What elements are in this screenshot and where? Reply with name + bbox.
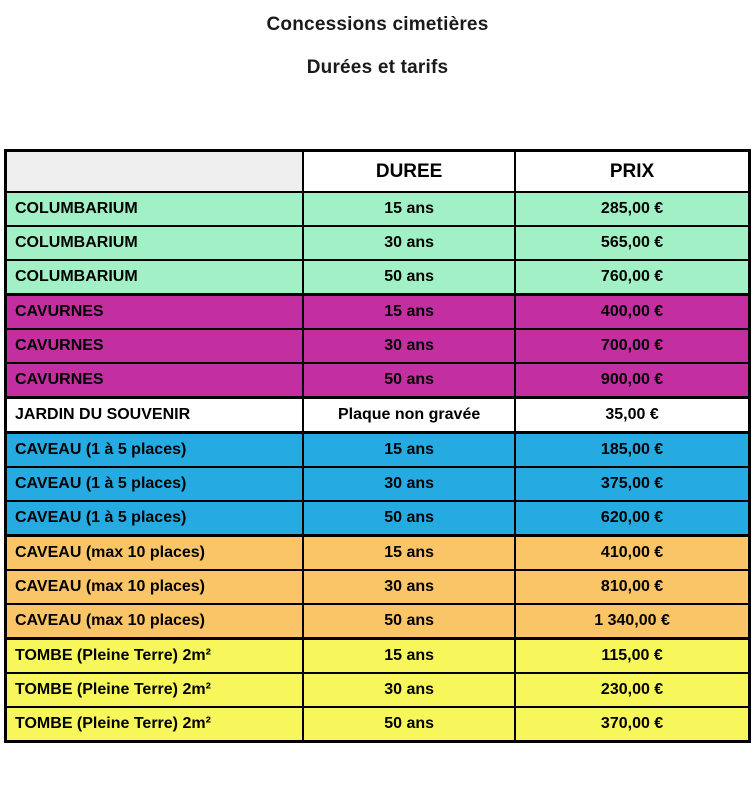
category-cell: COLUMBARIUM <box>6 192 304 226</box>
prix-cell: 760,00 € <box>515 260 749 295</box>
duree-cell: 50 ans <box>303 363 515 398</box>
duree-cell: 15 ans <box>303 433 515 468</box>
duree-cell: 30 ans <box>303 570 515 604</box>
duree-cell: Plaque non gravée <box>303 398 515 433</box>
category-cell: JARDIN DU SOUVENIR <box>6 398 304 433</box>
prix-cell: 810,00 € <box>515 570 749 604</box>
duree-cell: 30 ans <box>303 329 515 363</box>
duree-cell: 50 ans <box>303 707 515 742</box>
header-cell-prix: PRIX <box>515 151 749 193</box>
table-row <box>6 363 750 398</box>
table-row <box>6 501 750 536</box>
page-title: Concessions cimetières <box>266 14 489 35</box>
table-row <box>6 226 750 260</box>
table-row <box>6 260 750 295</box>
category-cell: TOMBE (Pleine Terre) 2m² <box>6 639 304 674</box>
table-row <box>6 398 750 433</box>
category-cell: CAVURNES <box>6 363 304 398</box>
table-row <box>6 604 750 639</box>
title-block <box>0 0 755 79</box>
page-subtitle: Durées et tarifs <box>306 57 449 78</box>
prix-cell: 700,00 € <box>515 329 749 363</box>
duree-cell: 50 ans <box>303 604 515 639</box>
prix-cell: 410,00 € <box>515 536 749 571</box>
prix-cell: 35,00 € <box>515 398 749 433</box>
table-row <box>6 433 750 468</box>
category-cell: COLUMBARIUM <box>6 226 304 260</box>
header-cell-duree: DUREE <box>303 151 515 193</box>
duree-cell: 30 ans <box>303 467 515 501</box>
tariff-table <box>4 149 751 743</box>
prix-cell: 230,00 € <box>515 673 749 707</box>
category-cell: CAVEAU (1 à 5 places) <box>6 501 304 536</box>
category-cell: CAVEAU (max 10 places) <box>6 536 304 571</box>
category-cell: CAVURNES <box>6 329 304 363</box>
prix-cell: 115,00 € <box>515 639 749 674</box>
table-row <box>6 536 750 571</box>
header-row <box>6 151 750 193</box>
category-cell: CAVEAU (1 à 5 places) <box>6 433 304 468</box>
table-row <box>6 467 750 501</box>
duree-cell: 15 ans <box>303 192 515 226</box>
table-row <box>6 639 750 674</box>
category-cell: TOMBE (Pleine Terre) 2m² <box>6 673 304 707</box>
category-cell: CAVEAU (1 à 5 places) <box>6 467 304 501</box>
duree-cell: 30 ans <box>303 673 515 707</box>
category-cell: CAVEAU (max 10 places) <box>6 604 304 639</box>
prix-cell: 370,00 € <box>515 707 749 742</box>
table-row <box>6 707 750 742</box>
prix-cell: 285,00 € <box>515 192 749 226</box>
tariff-table-header <box>6 151 750 193</box>
duree-cell: 15 ans <box>303 295 515 330</box>
duree-cell: 30 ans <box>303 226 515 260</box>
table-row <box>6 570 750 604</box>
prix-cell: 1 340,00 € <box>515 604 749 639</box>
category-cell: COLUMBARIUM <box>6 260 304 295</box>
duree-cell: 50 ans <box>303 260 515 295</box>
category-cell: TOMBE (Pleine Terre) 2m² <box>6 707 304 742</box>
duree-cell: 15 ans <box>303 536 515 571</box>
duree-cell: 15 ans <box>303 639 515 674</box>
header-cell-category <box>6 151 304 193</box>
tariff-table-body <box>6 192 750 742</box>
category-cell: CAVEAU (max 10 places) <box>6 570 304 604</box>
table-row <box>6 329 750 363</box>
prix-cell: 400,00 € <box>515 295 749 330</box>
category-cell: CAVURNES <box>6 295 304 330</box>
prix-cell: 375,00 € <box>515 467 749 501</box>
table-row <box>6 192 750 226</box>
table-row <box>6 295 750 330</box>
prix-cell: 620,00 € <box>515 501 749 536</box>
duree-cell: 50 ans <box>303 501 515 536</box>
prix-cell: 565,00 € <box>515 226 749 260</box>
prix-cell: 185,00 € <box>515 433 749 468</box>
prix-cell: 900,00 € <box>515 363 749 398</box>
table-row <box>6 673 750 707</box>
